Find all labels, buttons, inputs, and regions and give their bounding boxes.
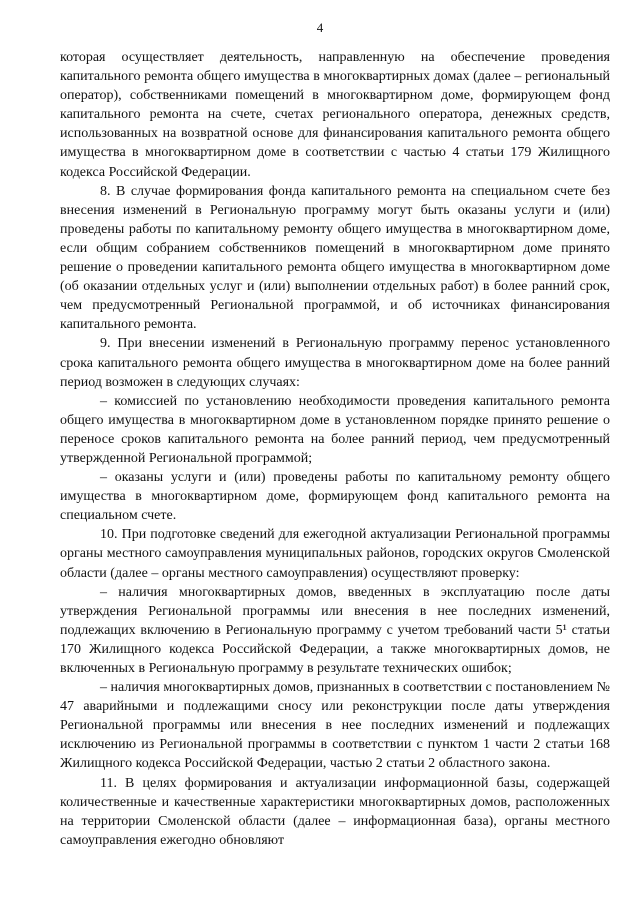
paragraph-11: 11. В целях формирования и актуализации информационной базы, содержащей количественные и качественные характеристики многоквартирных домов, расположенных на территории Смоленской области (далее – информационная база), органы местного самоуправления ежегодно обновляют <box>60 775 610 848</box>
paragraph-10-item-2: – наличия многоквартирных домов, признанных в соответствии с постановлением № 47 аварийными и подлежащими сносу или реконструкции после даты утверждения Региональной программы или внесения в нее последних изменений и подлежащих исключению из Региональной программы в соответствии с пунктом 1 части 2 статьи 168 Жилищного кодекса Российской Федерации, частью 2 статьи 2 областного закона. <box>60 680 610 772</box>
page-number: 4 <box>316 20 324 35</box>
paragraph-8: 8. В случае формирования фонда капитального ремонта на специальном счете без внесения изменений в Региональную программу могут быть оказаны услуги и (или) проведены работы по капитальному ремонту общего имущества в многоквартирном доме, если общим собранием собственников помещений в многоквартирном доме принято решение о проведении капитального ремонта общего имущества в многоквартирном доме (об оказании отдельных услуг и (или) выполнении отдельных работ) в более ранний срок, чем предусмотренный Региональной программой, и об источниках финансирования капитального ремонта. <box>60 183 610 333</box>
paragraph-9-item-2: – оказаны услуги и (или) проведены работы по капитальному ремонту общего имущества в многоквартирном доме, формирующем фонд капитального ремонта на специальном счете. <box>60 470 610 524</box>
paragraph-9-item-1: – комиссией по установлению необходимости проведения капитального ремонта общего имущества в многоквартирном доме в установленном порядке принято решение о переносе сроков капитального ремонта на более ранний период, чем предусмотренный утвержденной Региональной программой; <box>60 393 610 466</box>
paragraph-continuation: которая осуществляет деятельность, направленную на обеспечение проведения капитального ремонта общего имущества в многоквартирных домах (далее – региональный оператор), собственниками помещений в многоквартирном доме, формирующем фонд капитального ремонта на счете, счетах регионального оператора, денежных средств, использованных на возвратной основе для финансирования капитального ремонта общего имущества в многоквартирном доме в соответствии с частью 4 статьи 179 Жилищного кодекса Российской Федерации. <box>60 50 610 180</box>
paragraph-9: 9. При внесении изменений в Региональную программу перенос установленного срока капитального ремонта общего имущества в многоквартирном доме на более ранний период возможен в следующих случаях: <box>60 336 610 390</box>
paragraph-10: 10. При подготовке сведений для ежегодной актуализации Региональной программы органы местного самоуправления муниципальных районов, городских округов Смоленской области (далее – органы местного самоуправления) осуществляют проверку: <box>60 527 610 581</box>
document-body <box>60 48 610 850</box>
paragraph-10-item-1: – наличия многоквартирных домов, введенных в эксплуатацию после даты утверждения Региональной программы или внесения в нее последних изменений, подлежащих включению в Региональную программу с учетом требований части 5¹ статьи 170 Жилищного кодекса Российской Федерации, а также многоквартирных домов, не включенных в Региональную программу в результате технических ошибок; <box>60 584 610 676</box>
